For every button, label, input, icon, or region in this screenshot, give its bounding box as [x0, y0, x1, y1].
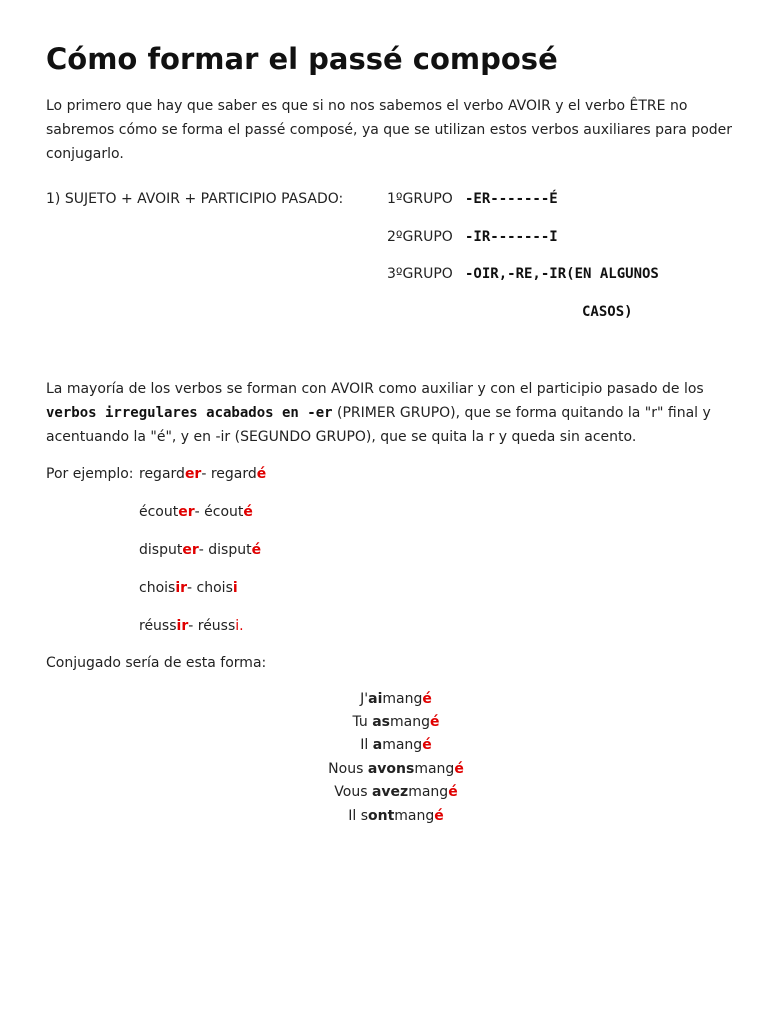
- conj-stem: mang: [390, 714, 430, 730]
- group-1-ending: -ER-------É: [465, 191, 558, 207]
- example-infinitive-ending: er: [178, 504, 195, 520]
- conj-pronoun: Tu: [352, 714, 373, 730]
- conjugation-row: [0, 737, 768, 753]
- conj-auxiliary: avons: [367, 761, 415, 777]
- conjugation-intro: Conjugado sería de esta forma:: [46, 655, 267, 671]
- conj-ending: é: [422, 691, 432, 707]
- conj-stem: mang: [414, 761, 455, 777]
- group-3-name: 3ºGRUPO: [387, 266, 453, 282]
- conj-pronoun: Il s: [348, 808, 368, 824]
- conj-stem: mang: [382, 691, 423, 707]
- conj-ending: é: [448, 784, 458, 800]
- conj-ending: é: [422, 737, 432, 753]
- example-participle-stem: chois: [196, 580, 233, 596]
- example-row: [139, 504, 253, 520]
- conjugation-row: [0, 714, 768, 730]
- conj-auxiliary: ai: [368, 691, 383, 707]
- example-row: [139, 580, 238, 596]
- example-infinitive-stem: réuss: [139, 618, 177, 634]
- conj-stem: mang: [408, 784, 449, 800]
- example-infinitive-ending: er: [182, 542, 199, 558]
- group-3-ending-cont: CASOS): [582, 304, 633, 320]
- group-2-ending: -IR-------I: [465, 229, 558, 245]
- example-row: [139, 466, 266, 482]
- conj-stem: mang: [382, 737, 423, 753]
- example-participle-ending: i.: [235, 618, 244, 634]
- example-separator: -: [194, 504, 205, 520]
- conj-auxiliary: a: [372, 737, 383, 753]
- example-infinitive-ending: ir: [176, 618, 189, 634]
- explanation-bold: verbos irregulares acabados en -er: [46, 405, 333, 421]
- examples-intro: Por ejemplo:: [46, 466, 134, 482]
- explanation-paragraph: [46, 377, 736, 449]
- group-2-name: 2ºGRUPO: [387, 229, 453, 245]
- conj-pronoun: Nous: [328, 761, 368, 777]
- conj-pronoun: J': [360, 691, 369, 707]
- conj-ending: é: [430, 714, 440, 730]
- conj-ending: é: [434, 808, 444, 824]
- example-infinitive-ending: ir: [175, 580, 188, 596]
- conj-auxiliary: ont: [368, 808, 395, 824]
- example-separator: -: [187, 580, 197, 596]
- example-participle-ending: é: [243, 504, 253, 520]
- group-3-ending: -OIR,-RE,-IR(EN ALGUNOS: [465, 266, 659, 282]
- example-row: [139, 542, 261, 558]
- example-participle-stem: réuss: [197, 618, 236, 634]
- example-row: [139, 618, 244, 634]
- group-1-name: 1ºGRUPO: [387, 191, 453, 207]
- example-infinitive-ending: er: [184, 466, 202, 482]
- example-participle-ending: é: [256, 466, 267, 482]
- conjugation-row: [0, 808, 768, 824]
- example-participle-stem: regard: [210, 466, 257, 482]
- conj-auxiliary: avez: [371, 784, 409, 800]
- conj-auxiliary: as: [372, 714, 391, 730]
- example-infinitive-stem: regard: [139, 466, 185, 482]
- example-separator: -: [198, 542, 209, 558]
- page-title: Cómo formar el passé composé: [46, 42, 558, 76]
- explanation-part2: (PRIMER GRUPO), que se forma quitando la "r" final y acentuando la "é", y en -ir (SEGUNDO GRUPO), que se quita la r y queda sin acento.: [46, 405, 711, 445]
- example-participle-stem: disput: [208, 542, 252, 558]
- conjugation-row: [0, 784, 768, 800]
- example-separator: -: [201, 466, 211, 482]
- example-infinitive-stem: écout: [139, 504, 179, 520]
- rule-label: 1) SUJETO + AVOIR + PARTICIPIO PASADO:: [46, 191, 344, 207]
- conjugation-row: [0, 691, 768, 707]
- conj-stem: mang: [394, 808, 435, 824]
- explanation-part1: La mayoría de los verbos se forman con AVOIR como auxiliar y con el participio pasado de los: [46, 381, 704, 397]
- conj-pronoun: Vous: [334, 784, 372, 800]
- example-participle-ending: i: [232, 580, 238, 596]
- example-participle-stem: écout: [204, 504, 244, 520]
- example-separator: -: [188, 618, 198, 634]
- conjugation-row: [0, 761, 768, 777]
- conj-pronoun: Il: [360, 737, 373, 753]
- example-infinitive-stem: chois: [139, 580, 176, 596]
- conj-ending: é: [454, 761, 464, 777]
- example-participle-ending: é: [251, 542, 262, 558]
- example-infinitive-stem: disput: [139, 542, 183, 558]
- intro-paragraph: Lo primero que hay que saber es que si no nos sabemos el verbo AVOIR y el verbo ÊTRE no sabremos cómo se forma el passé composé, ya que se utilizan estos verbos auxiliares para poder conjugarlo.: [46, 98, 733, 162]
